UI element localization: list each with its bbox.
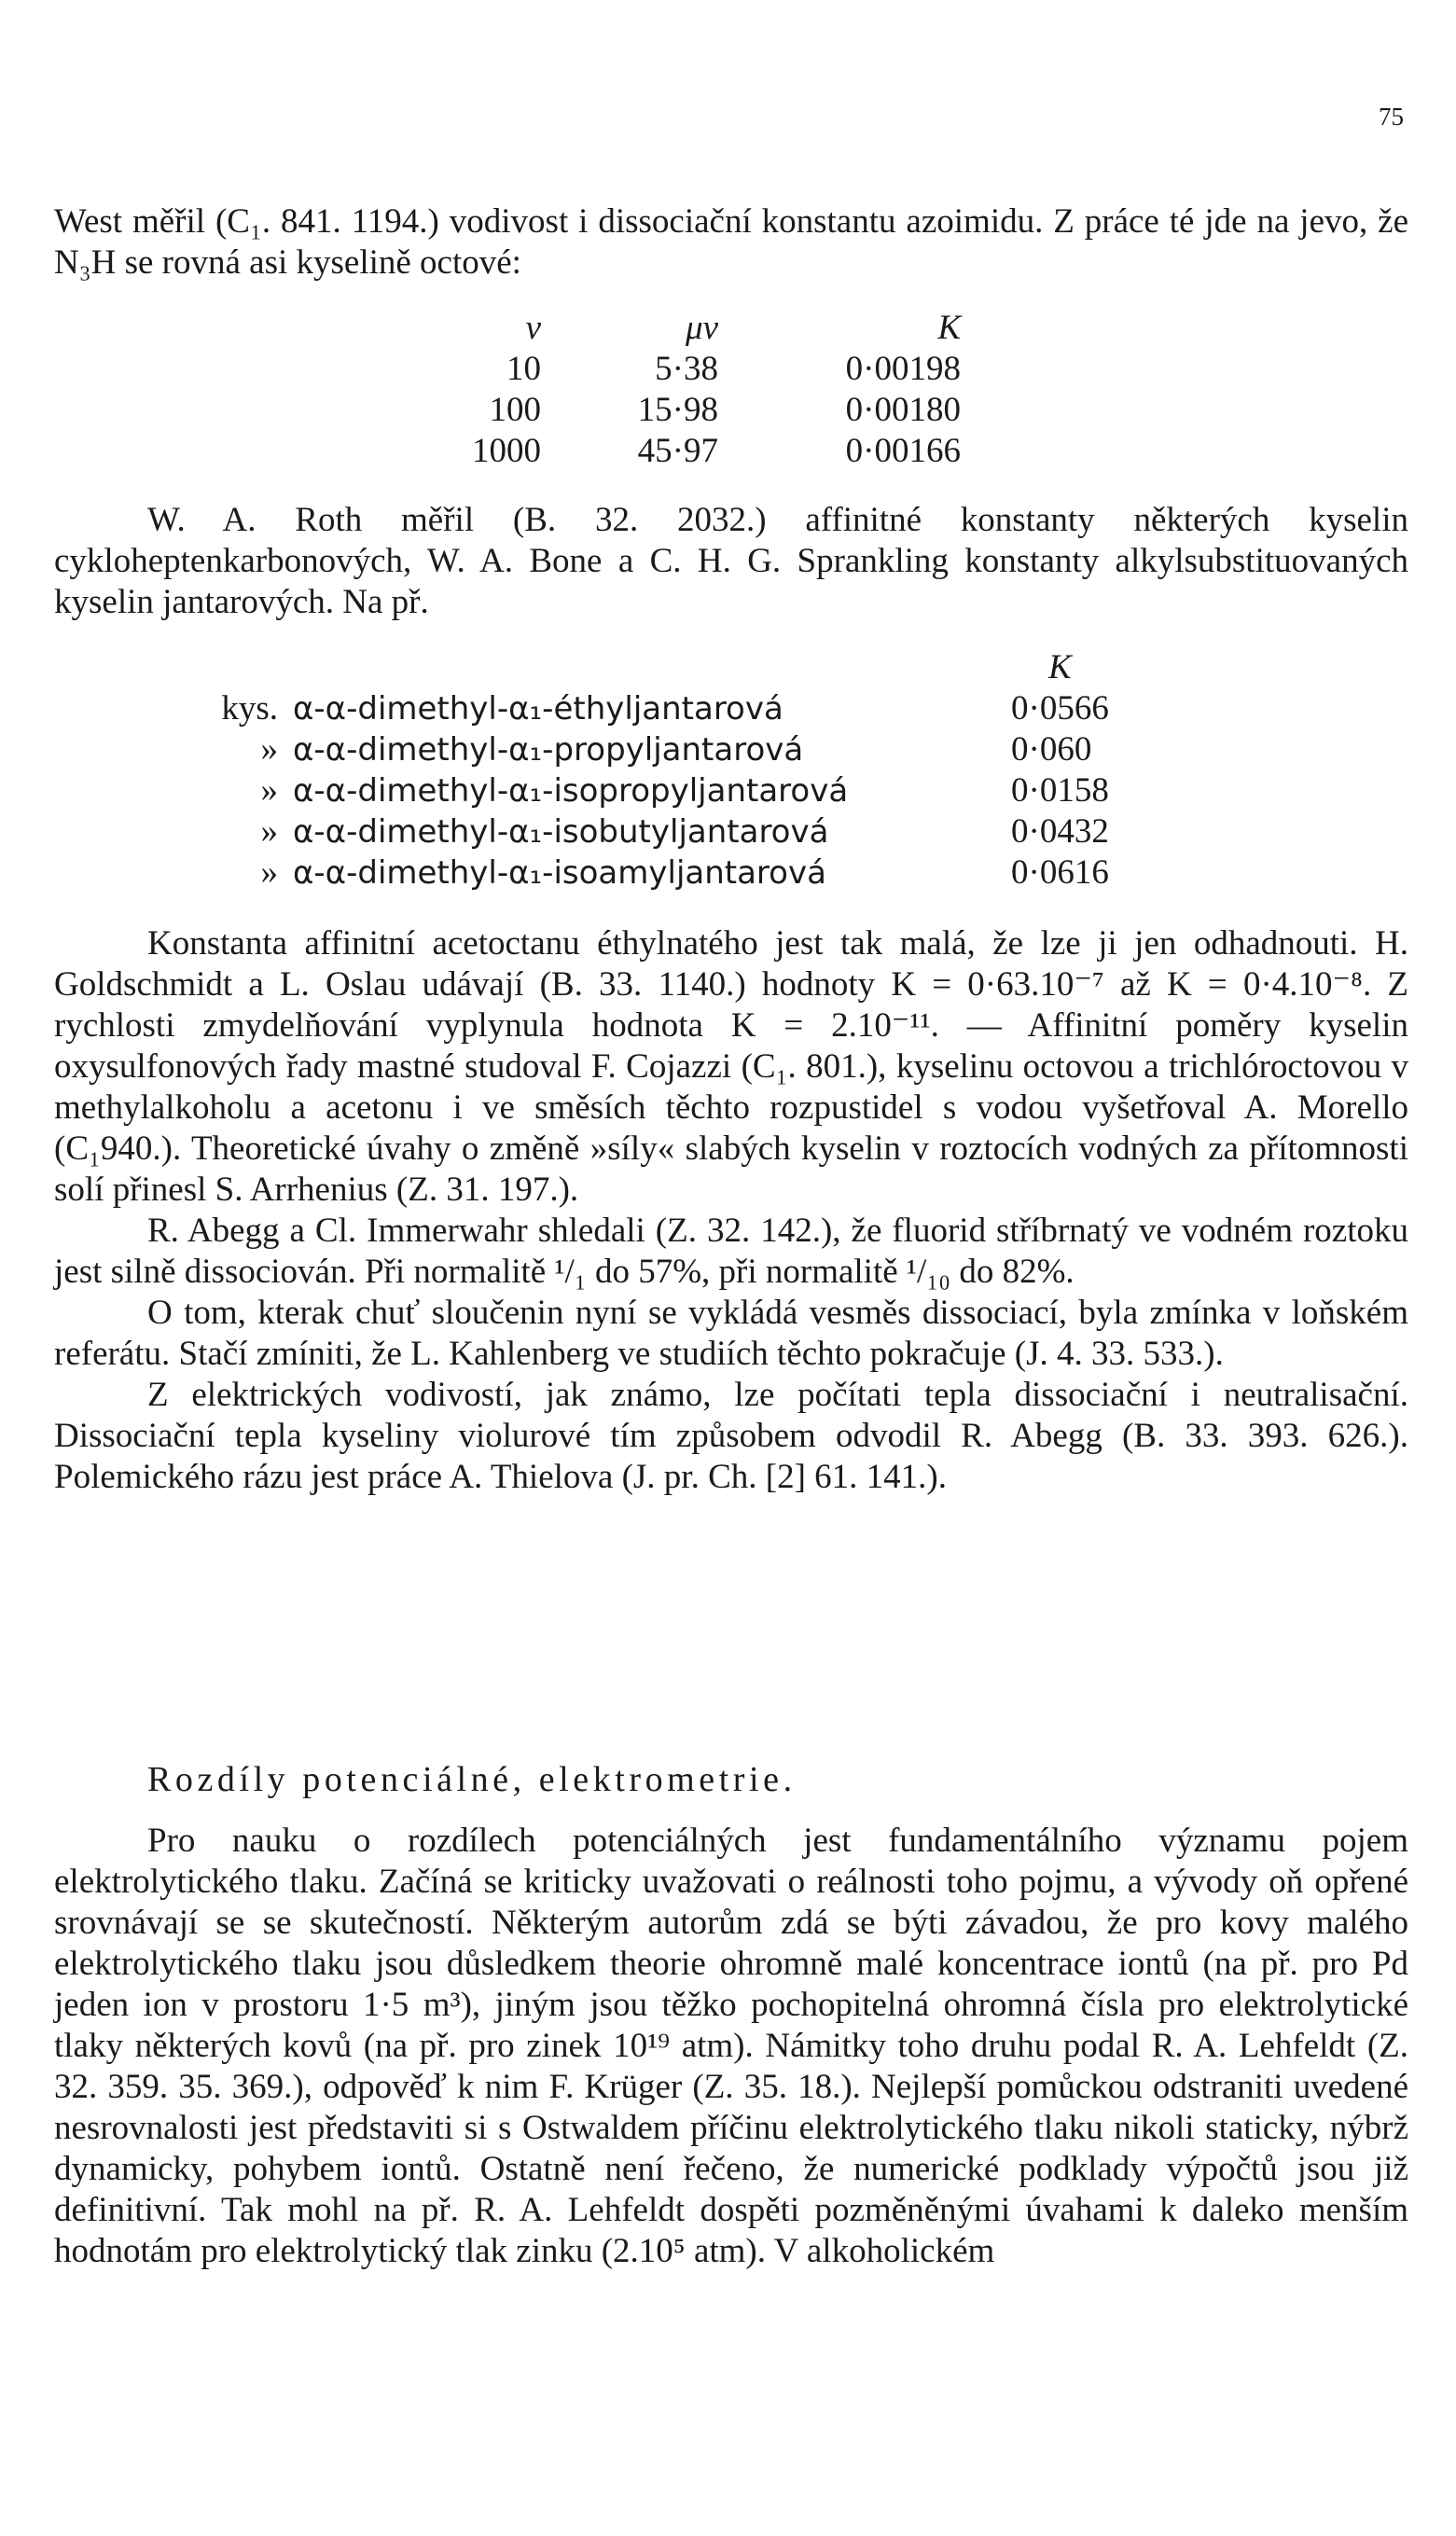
section-body [54, 1821, 1408, 2272]
col-header-k: K [1048, 648, 1072, 686]
col-header-mu: μv [686, 309, 718, 347]
row-mark: » [260, 812, 278, 851]
table-row [196, 688, 1235, 729]
acid-name: α-α-dimethyl-α₁-éthyljantarová [293, 690, 783, 728]
k-value: 0·0616 [1011, 853, 1109, 892]
acid-name: α-α-dimethyl-α₁-isobutyljantarová [293, 813, 829, 851]
paragraph-3: Konstanta affinitní acetoctanu éthylnatého jest tak malá, že lze ji jen odhadnouti. H. Goldschmidt a L. Oslau udávají (B. 33. 1140.) hodnoty K = 0·63.10⁻⁷ až K = 0·4.10⁻⁸. Z rychlosti zmydelňování vyplynula hodnota K = 2.10⁻¹¹. — Affinitní poměry kyselin oxysulfonových řady mastné studoval F. Cojazzi (C₁. 801.), kyselinu octovou a trichlóroctovou v methylalkoholu a acetonu i ve směsích těchto rozpustidel s vodou vyšetřoval A. Morello (C₁940.). Theoretické úvahy o změně »síly« slabých kyselin v roztocích vodných za přítomnosti solí přinesl S. Arrhenius (Z. 31. 197.). [54, 924, 1408, 1209]
cell-v: 10 [506, 350, 541, 388]
k-value: 0·060 [1011, 730, 1092, 769]
cell-mu: 5·38 [655, 350, 718, 388]
table-row [196, 852, 1235, 894]
paragraph-4: R. Abegg a Cl. Immerwahr shledali (Z. 32. 142.), že fluorid stříbrnatý ve vodném roztoku jest silně dissociován. Při normalitě ¹/₁ do 57%, při normalitě ¹/₁₀ do 82%. [54, 1212, 1408, 1291]
cell-mu: 15·98 [637, 391, 718, 429]
acid-name: α-α-dimethyl-α₁-isoamyljantarová [293, 854, 826, 892]
conductivity-table [438, 308, 961, 472]
k-value: 0·0432 [1011, 812, 1109, 851]
page-number: 75 [1379, 103, 1404, 131]
section-heading: Rozdíly potenciálné, elektrometrie. [147, 1760, 797, 1799]
conductivity-table-header [438, 308, 961, 349]
affinity-table [196, 647, 1235, 894]
paragraph-1 [54, 201, 1408, 284]
col-header-k: K [937, 309, 961, 347]
k-value: 0·0566 [1011, 689, 1109, 728]
col-header-v: v [525, 309, 541, 347]
affinity-table-header [196, 647, 1235, 688]
table-row [438, 431, 961, 472]
k-value: 0·0158 [1011, 771, 1109, 810]
row-mark: » [260, 771, 278, 810]
acid-name: α-α-dimethyl-α₁-isopropyljantarová [293, 772, 849, 810]
paragraph-1-text: West měřil (C₁. 841. 1194.) vodivost i dissociační konstantu azoimidu. Z práce té jde na jevo, že N₃H se rovná asi kyselině octové: [54, 202, 1408, 282]
table-row [196, 770, 1235, 811]
paragraph-7: Pro nauku o rozdílech potenciálných jest fundamentálního významu pojem elektrolytického tlaku. Začíná se kriticky uvažovati o reálnosti toho pojmu, a vývody oň opřené srovnávají se se skutečností. Některým autorům zdá se býti závadou, že pro kovy malého elektrolytického tlaku jsou důsledkem theorie ohromně malé koncentrace iontů (na př. pro Pd jeden ion v prostoru 1·5 m³), jiným jsou těžko pochopitelná ohromná čísla pro elektrolytické tlaky některých kovů (na př. pro zinek 10¹⁹ atm). Námitky toho druhu podal R. A. Lehfeldt (Z. 32. 359. 35. 369.), odpověď k nim F. Krüger (Z. 35. 18.). Nejlepší pomůckou odstraniti uvedené nesrovnalosti jest představiti si s Ostwaldem příčinu elektrolytického tlaku nikoli staticky, nýbrž dynamicky, pohybem iontů. Ostatně není řečeno, že numerické podklady výpočtů jsou již definitivní. Tak mohl na př. R. A. Lehfeldt dospěti pozměněnými úvahami k daleko menším hodnotám pro elektrolytický tlak zinku (2.10⁵ atm). V alkoholickém [54, 1822, 1408, 2270]
cell-v: 1000 [472, 432, 541, 470]
table-row [196, 811, 1235, 852]
paragraph-5: O tom, kterak chuť sloučenin nyní se vykládá vesměs dissociací, byla zmínka v loňském referátu. Stačí zmíniti, že L. Kahlenberg ve studiích těchto pokračuje (J. 4. 33. 533.). [54, 1294, 1408, 1373]
acid-name: α-α-dimethyl-α₁-propyljantarová [293, 731, 804, 769]
row-mark: kys. [221, 689, 278, 728]
body-text [54, 923, 1408, 1498]
paragraph-6: Z elektrických vodivostí, jak známo, lze počítati tepla dissociační i neutralisační. Dissociační tepla kyseliny violurové tím způsobem odvodil R. Abegg (B. 33. 393. 626.). Polemického rázu jest práce A. Thielova (J. pr. Ch. [2] 61. 141.). [54, 1376, 1408, 1496]
row-mark: » [260, 853, 278, 892]
cell-k: 0·00166 [845, 432, 961, 470]
cell-v: 100 [489, 391, 541, 429]
section-heading-block [54, 1759, 1408, 1800]
row-mark: » [260, 730, 278, 769]
table-row [196, 729, 1235, 770]
cell-k: 0·00180 [845, 391, 961, 429]
table-row [438, 349, 961, 390]
paragraph-2 [54, 500, 1408, 623]
paragraph-2-text: W. A. Roth měřil (B. 32. 2032.) affinitné konstanty některých kyselin cykloheptenkarbonových, W. A. Bone a C. H. G. Sprankling konstanty alkylsubstituovaných kyselin jantarových. Na př. [54, 501, 1408, 621]
table-row [438, 390, 961, 431]
cell-mu: 45·97 [637, 432, 718, 470]
cell-k: 0·00198 [845, 350, 961, 388]
